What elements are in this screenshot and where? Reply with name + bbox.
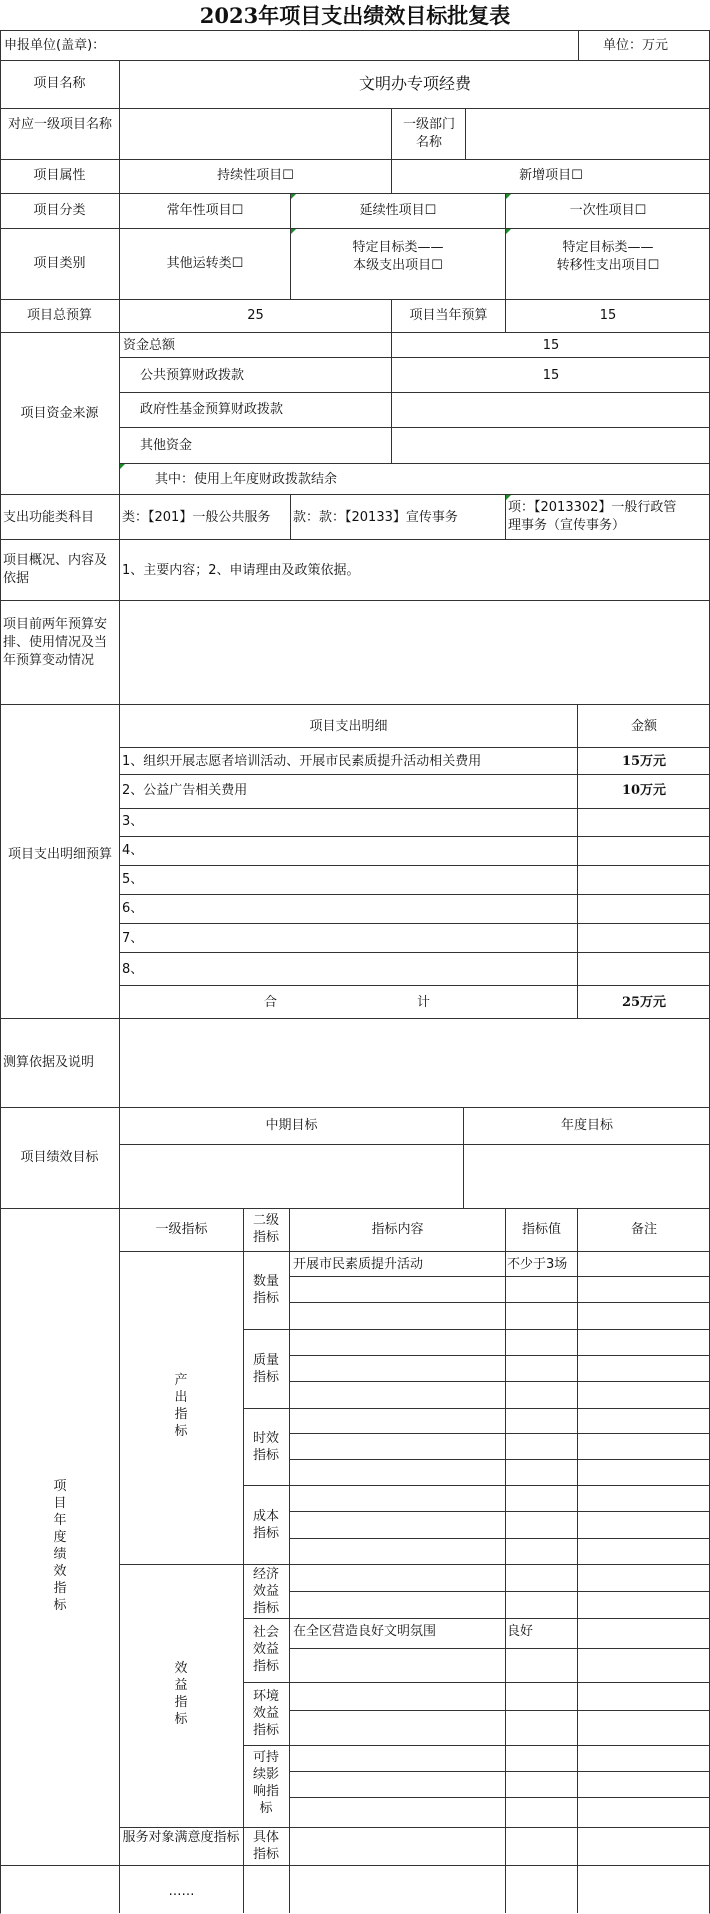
note-header: 备注 — [630, 1222, 657, 1237]
value-header: 指标值 — [521, 1222, 561, 1237]
project-class-label: 项目分类 — [33, 203, 86, 218]
cell-marker — [120, 464, 125, 469]
detail-row-item: 4、 — [122, 843, 144, 858]
detail-row-item: 2、公益广告相关费用 — [122, 783, 248, 798]
total-budget-label: 项目总预算 — [26, 308, 92, 323]
history-label: 项目前两年预算安排、使用情况及当年预算变动情况 — [3, 617, 108, 668]
function-kind-value: 类：【201】一般公共服务 — [122, 510, 271, 525]
class-onetime-option[interactable]: 一次性项目☐ — [569, 203, 647, 218]
detail-row-amount: 10万元 — [621, 783, 667, 798]
social-value-1: 良好 — [507, 1624, 534, 1639]
detail-row-item: 1、组织开展志愿者培训活动、开展市民素质提升活动相关费用 — [122, 754, 482, 769]
benefit-indicator-label: 效益指标 — [174, 1661, 188, 1727]
funding-other-label: 其他资金 — [140, 438, 193, 453]
attribute-continuing-option[interactable]: 持续性项目☐ — [217, 168, 294, 183]
function-sub-value-line2: 理事务（宣传事务） — [508, 518, 626, 533]
project-name-value: 文明办专项经费 — [358, 74, 471, 93]
social-content-1: 在全区营造良好文明氛围 — [293, 1624, 437, 1639]
mid-term-goal-header: 中期目标 — [265, 1118, 318, 1133]
detail-row-item: 3、 — [122, 814, 144, 829]
level2-header: 二级指标 — [252, 1213, 279, 1245]
funding-public-label: 公共预算财政拨款 — [140, 368, 245, 383]
quantity-content-1: 开展市民素质提升活动 — [293, 1257, 424, 1272]
first-level-project-label: 对应一级项目名称 — [7, 117, 112, 132]
funding-gov-fund-label: 政府性基金预算财政拨款 — [140, 402, 284, 417]
function-item-value: 款：款：【20133】宣传事务 — [293, 510, 458, 525]
funding-public-value: 15 — [542, 368, 560, 383]
specific-indicator-label: 具体指标 — [252, 1830, 279, 1862]
detail-row-item: 8、 — [122, 962, 144, 977]
first-level-dept-label: 一级部门名称 — [402, 117, 455, 150]
detail-row-item: 7、 — [122, 931, 144, 946]
quantity-value-1: 不少于3场 — [507, 1257, 568, 1272]
detail-budget-label: 项目支出明细预算 — [7, 847, 112, 862]
project-attribute-label: 项目属性 — [33, 168, 86, 183]
funding-carryover-label: 其中：使用上年度财政拨款结余 — [155, 472, 338, 487]
class-regular-option[interactable]: 常年性项目☐ — [166, 203, 244, 218]
cell-marker — [291, 194, 296, 199]
function-category-label: 支出功能类科目 — [3, 510, 95, 525]
timeliness-indicator-label: 时效指标 — [252, 1431, 279, 1463]
annual-indicator-label: 项目年度绩效指标 — [53, 1479, 67, 1613]
detail-row-item: 6、 — [122, 901, 144, 916]
level1-header: 一级指标 — [155, 1222, 208, 1237]
year-budget-value: 15 — [599, 308, 617, 323]
cell-marker — [291, 229, 296, 234]
detail-column-header: 项目支出明细 — [309, 719, 388, 734]
type-specific-transfer-option[interactable]: 转移性支出项目☐ — [556, 258, 660, 273]
type-specific-local-line1: 特定目标类—— — [352, 240, 444, 255]
calculation-basis-label: 测算依据及说明 — [3, 1055, 95, 1070]
detail-row-amount: 15万元 — [621, 754, 667, 769]
funding-total-label: 资金总额 — [123, 338, 176, 353]
content-header: 指标内容 — [371, 1222, 424, 1237]
detail-amount-header: 金额 — [630, 719, 657, 734]
project-type-label: 项目类别 — [33, 256, 86, 271]
overview-label: 项目概况、内容及依据 — [3, 553, 108, 586]
type-specific-local-option[interactable]: 本级支出项目☐ — [353, 258, 443, 273]
satisfaction-indicator-label: 服务对象满意度指标 — [122, 1830, 240, 1845]
output-indicator-label: 产出指标 — [174, 1373, 188, 1439]
performance-goal-label: 项目绩效目标 — [20, 1150, 99, 1165]
type-other-option[interactable]: 其他运转类☐ — [166, 256, 244, 271]
function-sub-value-line1: 项：【2013302】一般行政管 — [508, 500, 677, 515]
detail-total-amount: 25万元 — [621, 995, 667, 1010]
quantity-indicator-label: 数量指标 — [252, 1274, 279, 1306]
sustain-impact-label: 可持续影响指标 — [252, 1750, 279, 1816]
cell-marker — [506, 229, 511, 234]
detail-row-item: 5、 — [122, 872, 144, 887]
detail-total-label-b: 计 — [417, 995, 431, 1010]
page-title: 2023年项目支出绩效目标批复表 — [199, 3, 511, 28]
annual-goal-header: 年度目标 — [560, 1118, 613, 1133]
project-name-label: 项目名称 — [33, 76, 86, 91]
year-budget-label: 项目当年预算 — [409, 308, 488, 323]
quality-indicator-label: 质量指标 — [252, 1353, 279, 1385]
environment-benefit-label: 环境效益指标 — [252, 1689, 279, 1738]
detail-total-label-a: 合 — [264, 995, 278, 1010]
ellipsis-text: …… — [168, 1884, 195, 1899]
social-benefit-label: 社会效益指标 — [252, 1625, 279, 1674]
funding-total-value: 15 — [542, 338, 560, 353]
attribute-new-option[interactable]: 新增项目☐ — [519, 168, 583, 183]
cell-marker — [506, 194, 511, 199]
economic-benefit-label: 经济效益指标 — [252, 1567, 279, 1616]
class-extended-option[interactable]: 延续性项目☐ — [359, 203, 437, 218]
type-specific-transfer-line1: 特定目标类—— — [562, 240, 654, 255]
currency-unit-label: 单位：万元 — [603, 38, 669, 53]
total-budget-value: 25 — [247, 308, 264, 323]
funding-source-label: 项目资金来源 — [20, 406, 99, 421]
report-unit-label: 申报单位(盖章)： — [4, 38, 106, 53]
cost-indicator-label: 成本指标 — [252, 1509, 279, 1541]
overview-content: 1、主要内容；2、申请理由及政策依据。 — [122, 563, 360, 578]
